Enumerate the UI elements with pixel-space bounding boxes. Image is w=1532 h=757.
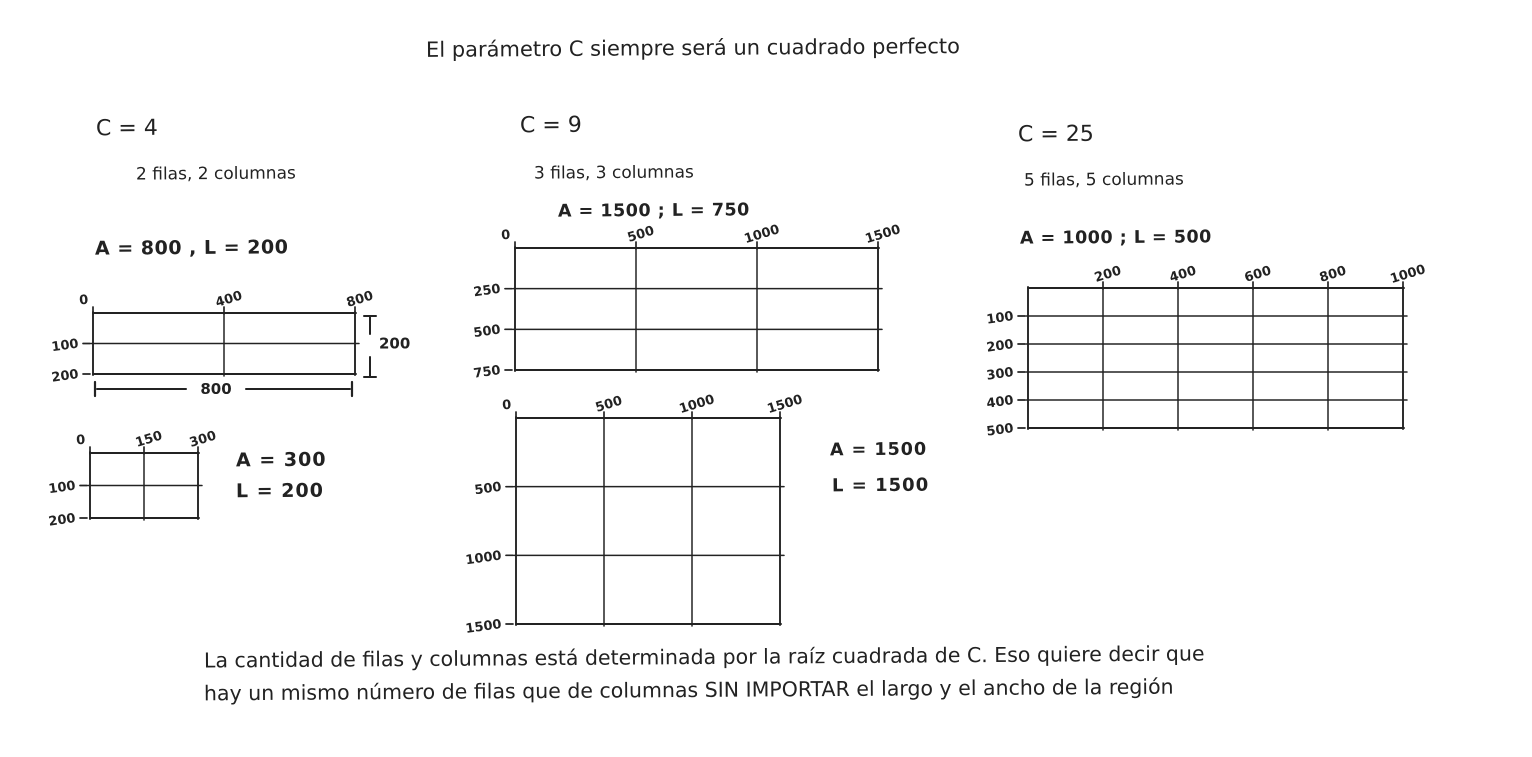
footer-line-2: hay un mismo número de filas que de columnas SIN IMPORTAR el largo y el ancho de la región <box>203 674 1174 706</box>
section-c4-label: C = 4 <box>95 115 158 142</box>
tick-label: 750 <box>472 363 502 382</box>
tick-label: 200 <box>1092 263 1124 286</box>
tick-label: 400 <box>985 393 1015 412</box>
tick-label: 300 <box>187 428 219 451</box>
section-c9-label: C = 9 <box>519 112 582 139</box>
tick-label: 0 <box>78 292 89 309</box>
tick-label: 0 <box>75 432 86 449</box>
page-title: El parámetro C siempre será un cuadrado perfecto <box>425 34 961 62</box>
grid-c9-grid-2 <box>465 392 805 637</box>
tick-label: 300 <box>985 365 1015 384</box>
tick-label: 200 <box>985 337 1015 356</box>
grid4-area-label: A = 1500 <box>829 439 928 461</box>
tick-label: 400 <box>213 288 245 311</box>
tick-label: 1000 <box>677 392 717 418</box>
tick-label: 1000 <box>742 222 782 248</box>
tick-label: 500 <box>593 393 625 416</box>
tick-label: 400 <box>1167 263 1199 286</box>
dim-label: 200 <box>379 334 411 353</box>
grid2-length-label: L = 200 <box>235 479 324 503</box>
grid-c9-grid-1 <box>473 222 903 382</box>
tick-label: 0 <box>500 227 511 244</box>
tick-label: 500 <box>472 322 502 342</box>
tick-label: 100 <box>50 336 80 356</box>
grid-c4-grid-2 <box>48 429 219 530</box>
section-c4-dims: 2 filas, 2 columnas <box>135 163 296 185</box>
grid-c25-grid-1 <box>986 262 1428 440</box>
section-c9-params: A = 1500 ; L = 750 <box>557 200 750 222</box>
tick-label: 1000 <box>464 548 503 569</box>
tick-label: 1000 <box>1388 262 1428 288</box>
tick-label: 500 <box>625 223 657 246</box>
section-c25-label: C = 25 <box>1017 121 1094 148</box>
tick-label: 600 <box>1242 263 1274 286</box>
section-c25-dims: 5 filas, 5 columnas <box>1023 169 1184 191</box>
tick-label: 100 <box>985 309 1015 328</box>
tick-label: 1500 <box>863 222 903 248</box>
tick-label: 100 <box>47 478 77 498</box>
tick-label: 150 <box>133 428 165 451</box>
tick-label: 250 <box>472 281 502 301</box>
grid2-area-label: A = 300 <box>235 448 327 472</box>
grid4-length-label: L = 1500 <box>831 474 930 497</box>
tick-label: 200 <box>50 367 80 386</box>
grid-c4-grid-1 <box>51 289 411 398</box>
section-c9-dims: 3 filas, 3 columnas <box>533 162 694 184</box>
dim-label: 800 <box>200 380 232 398</box>
tick-label: 800 <box>344 288 376 311</box>
tick-label: 500 <box>985 421 1015 440</box>
tick-label: 0 <box>501 397 512 414</box>
tick-label: 1500 <box>464 617 503 637</box>
section-c25-params: A = 1000 ; L = 500 <box>1019 227 1212 249</box>
tick-label: 1500 <box>765 392 805 418</box>
footer-line-1: La cantidad de filas y columnas está determinada por la raíz cuadrada de C. Eso quiere decir que <box>203 641 1205 673</box>
tick-label: 500 <box>473 479 503 499</box>
tick-label: 800 <box>1317 263 1349 286</box>
section-c4-params: A = 800 , L = 200 <box>94 236 289 260</box>
tick-label: 200 <box>47 511 77 530</box>
